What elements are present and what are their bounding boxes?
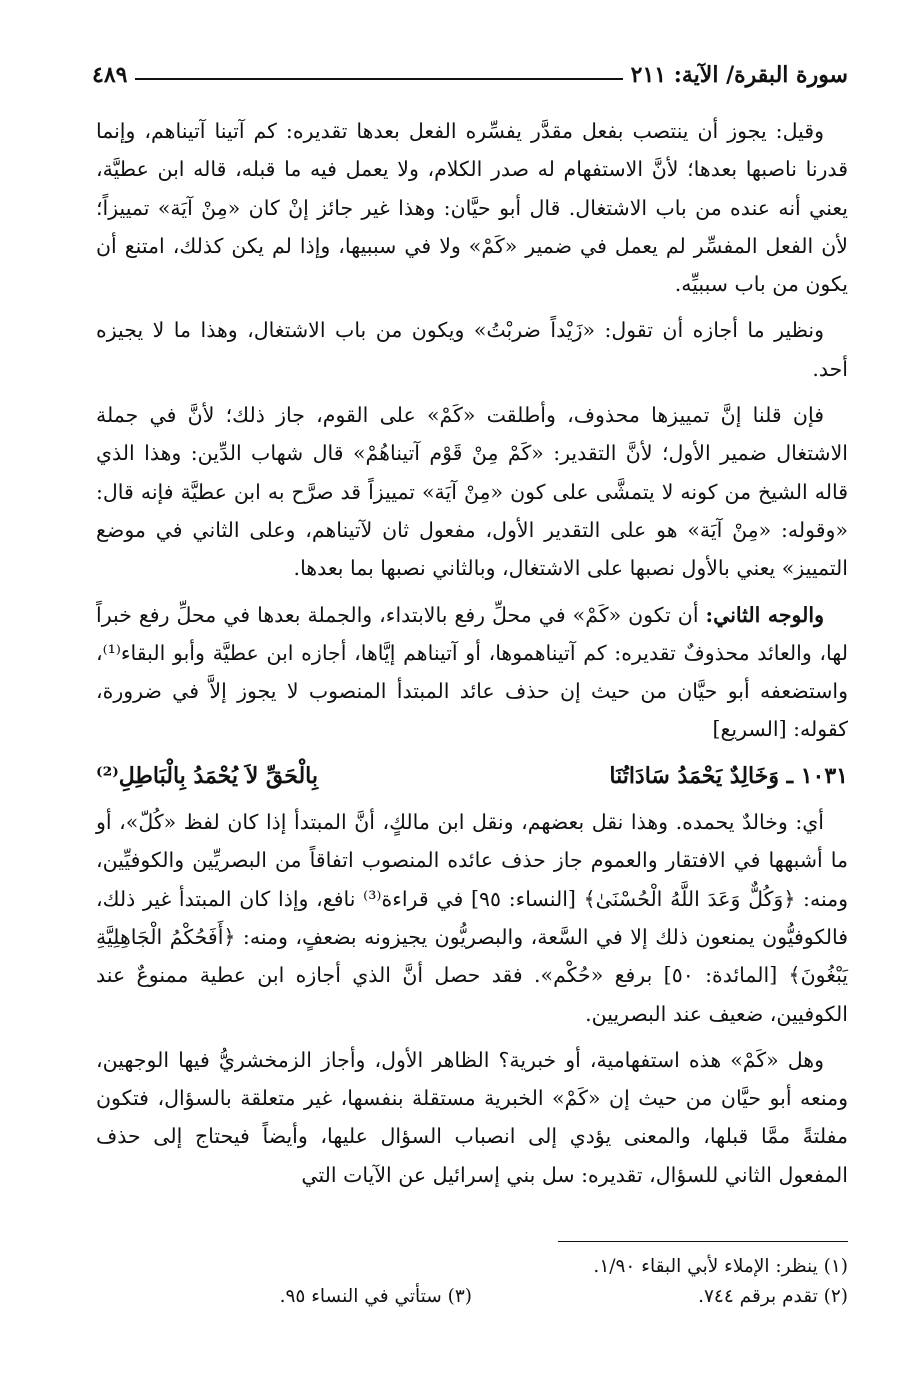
header-rule xyxy=(135,78,622,80)
paragraph-text: ونظير ما أجازه أن تقول: «زَيْداً ضربْتُ» ويكون من باب الاشتغال، وهذا ما لا يجيزه أحد. xyxy=(96,318,848,381)
poem-first-hemistich: ١٠٣١ ـ وَخَالِدٌ يَحْمَدُ سَادَاتُنَا xyxy=(609,762,848,789)
paragraph-text: أن تكون «كَمْ» في محلِّ رفع بالابتداء، والجملة بعدها في محلِّ رفع خبراً لها، والعائد محذوفٌ تقديره: كم آتيناهموها، أو آتيناهم إيَّاها، أجازه ابن عطيَّة وأبو البقاء⁽¹⁾، واستضعفه أبو حيَّان من حيث إن حذف عائد المبتدأ المنصوب لا يجوز إلاَّ في ضرورة، كقوله: [السريع] xyxy=(96,602,848,742)
poem-verse xyxy=(96,757,848,795)
paragraph-text: وقيل: يجوز أن ينتصب بفعل مقدَّر يفسِّره الفعل بعدها تقديره: كم آتينا آتيناهم، وإنما قدرنا ناصبها بعدها؛ لأنَّ الاستفهام له صدر الكلام، ولا يعمل فيه ما قبله، قاله ابن عطيَّة، يعني أنه عنده من باب الاشتغال. قال أبو حيَّان: وهذا غير جائز إنْ كان «مِنْ آيَة» تمييزاً؛ لأن الفعل المفسِّر لم يعمل في ضمير «كَمْ» ولا في سببيها، وإذا لم يكن كذلك، امتنع أن يكون من باب سببيِّه. xyxy=(96,119,848,297)
footnote-divider xyxy=(558,1241,848,1242)
footnote-2: (٢) تقدم برقم ٧٤٤. xyxy=(698,1286,848,1307)
page-number: ٤٨٩ xyxy=(92,62,128,88)
footnote-3: (٣) ستأتي في النساء ٩٥. xyxy=(279,1286,472,1307)
page-header xyxy=(92,40,848,88)
paragraph xyxy=(96,396,848,587)
header-title: سورة البقرة/ الآية: ٢١١ xyxy=(630,62,848,88)
footnote-row xyxy=(96,1252,848,1282)
paragraph xyxy=(96,1041,848,1194)
footnote-row xyxy=(96,1282,848,1312)
paragraph-text: وهل «كَمْ» هذه استفهامية، أو خبرية؟ الظاهر الأول، وأجاز الزمخشريُّ فيها الوجهين، ومنعه أبو حيَّان من حيث إن «كَمْ» الخبرية مستقلة بنفسها، غير متعلقة بالسؤال، فتكون مفلتةً ممَّا قبلها، والمعنى يؤدي إلى انصباب السؤال عليها، وأيضاً فيحتاج إلى حذف المفعول الثاني للسؤال، تقديره: سل بني إسرائيل عن الآيات التي xyxy=(96,1047,848,1187)
main-text xyxy=(96,112,848,1202)
paragraph xyxy=(96,803,848,1033)
paragraph xyxy=(96,596,848,749)
paragraph-text: فإن قلنا إنَّ تمييزها محذوف، وأطلقت «كَمْ» على القوم، جاز ذلك؛ لأنَّ في جملة الاشتغال ضمير الأول؛ لأنَّ التقدير: «كَمْ مِنْ قَوْم آتيناهُمْ» قال شهاب الدِّين: وهذا الذي قاله الشيخ من كونه لا يتمشَّى على كون «مِنْ آيَة» تمييزاً قد صرَّح به ابن عطيَّة فإنه قال: «وقوله: «مِنْ آيَة» هو على التقدير الأول، مفعول ثان لآتيناهم، وعلى الثاني في موضع التمييز» يعني بالأول نصبها على الاشتغال، وبالثاني نصبها بما بعدها. xyxy=(96,403,848,581)
footnote-1: (١) ينظر: الإملاء لأبي البقاء ١/٩٠. xyxy=(593,1256,848,1277)
paragraph xyxy=(96,311,848,388)
poem-second-hemistich: بِالْحَقِّ لاَ يُحْمَدُ بِالْبَاطِلِ⁽²⁾ xyxy=(96,762,318,789)
footnotes xyxy=(96,1252,848,1312)
paragraph-text: أي: وخالدٌ يحمده. وهذا نقل بعضهم، ونقل ابن مالكٍ، أنَّ المبتدأ إذا كان لفظ «كُلّ»، أو ما أشبهها في الافتقار والعموم جاز حذف عائده المنصوب اتفاقاً من البصريِّين والكوفيِّين، ومنه: ﴿وَكُلٌّ وَعَدَ اللَّهُ الْحُسْنَىٰ﴾ [النساء: ٩٥] في قراءة⁽³⁾ نافع، وإذا كان المبتدأ غير ذلك، فالكوفيُّون يمنعون ذلك إلا في السَّعة، والبصريُّون يجيزونه بضعفٍ، ومنه: ﴿أَفَحُكْمُ الْجَاهِلِيَّةِ يَبْغُونَ﴾ [المائدة: ٥٠] برفع «حُكْم». فقد حصل أنَّ الذي أجازه ابن عطية ممنوعٌ عند الكوفيين، ضعيف عند البصريين. xyxy=(96,810,849,1026)
paragraph xyxy=(96,112,848,303)
paragraph-lead: والوجه الثاني: xyxy=(705,602,824,627)
